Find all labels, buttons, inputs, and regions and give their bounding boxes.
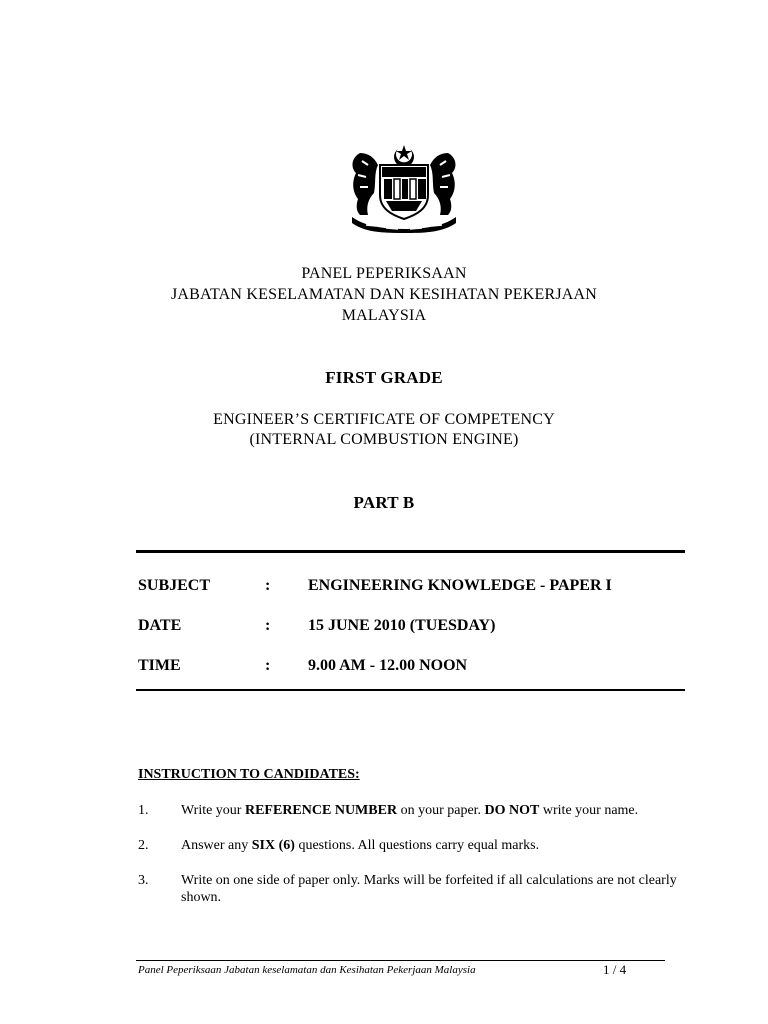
detail-label: TIME — [138, 657, 181, 674]
instruction-text: Answer any SIX (6) questions. All questions carry equal marks. — [181, 838, 540, 853]
detail-value: 15 JUNE 2010 (TUESDAY) — [308, 617, 496, 634]
detail-separator: : — [265, 577, 271, 594]
detail-label: DATE — [138, 617, 182, 634]
certificate-line-1: ENGINEER’S CERTIFICATE OF COMPETENCY — [213, 411, 555, 428]
detail-value: ENGINEERING KNOWLEDGE - PAPER I — [308, 577, 612, 594]
six-emphasis: SIX (6) — [251, 838, 295, 853]
certificate-line-2: (INTERNAL COMBUSTION ENGINE) — [249, 431, 519, 448]
part-title: PART B — [353, 493, 415, 512]
detail-row-time — [0, 657, 768, 677]
page-number: 1 / 4 — [603, 962, 627, 977]
reference-number-emphasis: REFERENCE NUMBER — [244, 803, 398, 818]
detail-row-subject — [0, 577, 768, 597]
instructions-title: INSTRUCTION TO CANDIDATES: — [138, 767, 360, 782]
detail-separator: : — [265, 617, 271, 634]
header-line-3: MALAYSIA — [341, 307, 427, 324]
instruction-number: 2. — [138, 838, 149, 853]
grade-title: FIRST GRADE — [325, 368, 443, 387]
footer-rule — [136, 960, 665, 961]
footer-organization: Panel Peperiksaan Jabatan keselamatan dan Kesihatan Pekerjaan Malaysia — [138, 964, 476, 976]
details-top-rule — [136, 550, 685, 553]
coat-of-arms-icon — [346, 143, 462, 233]
instruction-number: 3. — [138, 873, 149, 888]
header-line-2: JABATAN KESELAMATAN DAN KESIHATAN PEKERJAAN — [170, 286, 598, 303]
instruction-text: Write your REFERENCE NUMBER on your paper. DO NOT write your name. — [181, 803, 639, 818]
detail-row-date — [0, 617, 768, 637]
details-bottom-rule — [136, 689, 685, 691]
instruction-text: Write on one side of paper only. Marks will be forfeited if all calculations are not clearly shown. — [181, 873, 677, 905]
instruction-number: 1. — [138, 803, 149, 818]
do-not-emphasis: DO NOT — [484, 803, 540, 818]
detail-separator: : — [265, 657, 271, 674]
detail-label: SUBJECT — [138, 577, 211, 594]
header-line-1: PANEL PEPERIKSAAN — [301, 265, 467, 282]
detail-value: 9.00 AM - 12.00 NOON — [308, 657, 468, 674]
